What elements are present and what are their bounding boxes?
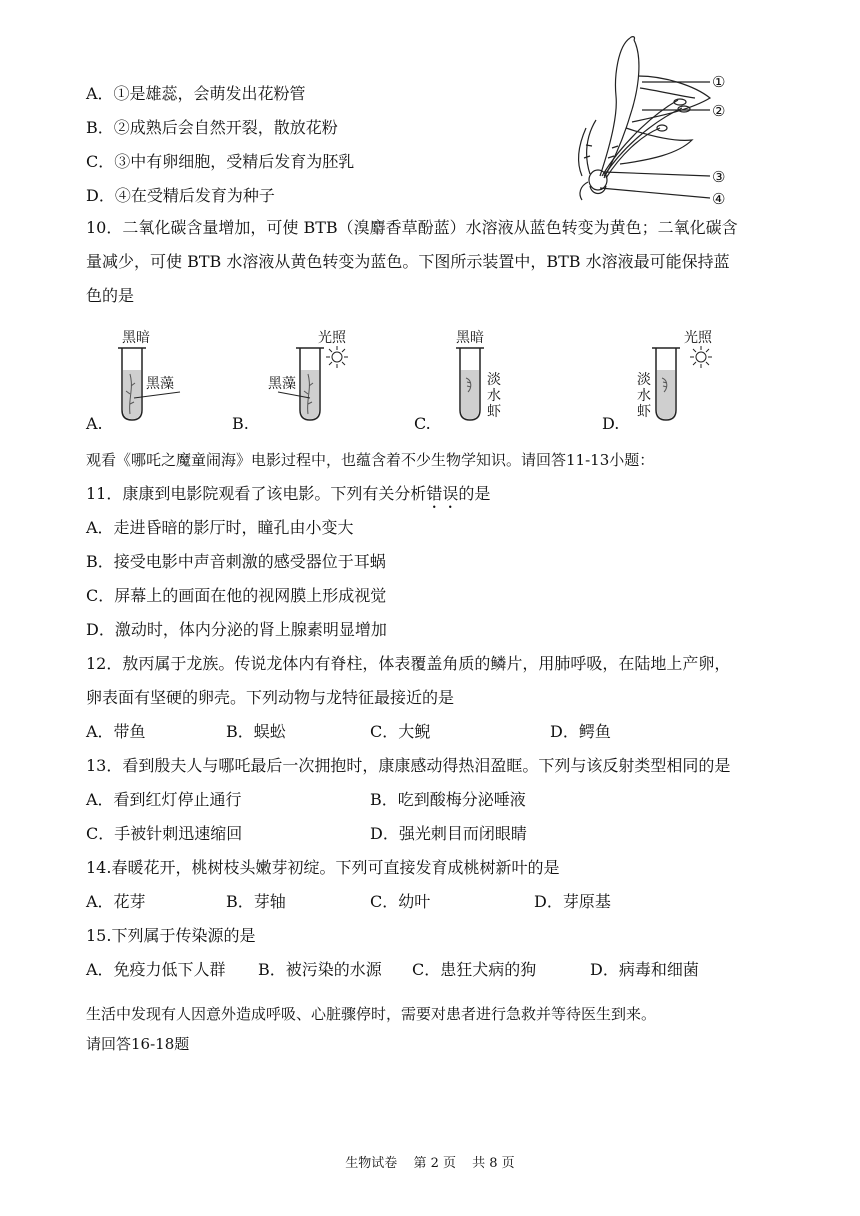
q11-stem-pre: 11．康康到电影院观看了该电影。下列有关分析 — [86, 484, 427, 503]
q14-option-a: A．花芽 — [86, 892, 146, 911]
q10-stem-line-3: 色的是 — [86, 286, 135, 305]
figure-label-2: ② — [712, 102, 726, 120]
choice-a-organism: 黑藻 — [146, 376, 174, 392]
q11-option-c: C．屏幕上的画面在他的视网膜上形成视觉 — [86, 586, 387, 605]
q11-option-d: D．激动时，体内分泌的肾上腺素明显增加 — [86, 620, 387, 639]
page-footer — [0, 1152, 860, 1171]
q15-option-b: B．被污染的水源 — [258, 960, 382, 979]
intro-11-13: 观看《哪吒之魔童闹海》电影过程中，也蕴含着不少生物学知识。请回答11-13小题： — [86, 451, 655, 469]
q13-option-d: D．强光刺目而闭眼睛 — [370, 824, 527, 843]
q9-option-a: A．①是雄蕊，会萌发出花粉管 — [86, 84, 306, 103]
intro-16-18-line-1: 生活中发现有人因意外造成呼吸、心脏骤停时，需要对患者进行急救并等待医生到来。 — [86, 1005, 657, 1023]
choice-a-condition: 黑暗 — [122, 330, 150, 346]
q9-option-c: C．③中有卵细胞，受精后发育为胚乳 — [86, 152, 355, 171]
figure-label-4: ④ — [712, 190, 726, 208]
q10-stem-line-2: 量减少，可使 BTB 水溶液从黄色转变为蓝色。下图所示装置中，BTB 水溶液最可能保持蓝 — [86, 252, 730, 271]
figure-label-1: ① — [712, 73, 726, 91]
q14-option-b: B．芽轴 — [226, 892, 286, 911]
q13-option-b: B．吃到酸梅分泌唾液 — [370, 790, 526, 809]
q13-option-c: C．手被针刺迅速缩回 — [86, 824, 243, 843]
q11-option-b: B．接受电影中声音刺激的感受器位于耳蜗 — [86, 552, 386, 571]
figure-label-3: ③ — [712, 168, 726, 186]
q11-option-a: A．走进昏暗的影厅时，瞳孔由小变大 — [86, 518, 354, 537]
choice-d-condition: 光照 — [684, 330, 712, 346]
choice-c-condition: 黑暗 — [456, 330, 484, 346]
q12-option-c: C．大鲵 — [370, 722, 431, 741]
q14-option-d: D．芽原基 — [534, 892, 611, 911]
choice-a-letter: A. — [86, 414, 103, 433]
q9-option-d: D．④在受精后发育为种子 — [86, 186, 275, 205]
q11-stem-post: 的是 — [458, 484, 491, 503]
q11-stem-emphasis: 错误 — [426, 484, 459, 503]
choice-d-test-tube — [652, 344, 692, 424]
q15-option-d: D．病毒和细菌 — [590, 960, 699, 979]
intro-16-18-line-2: 请回答16-18题 — [86, 1035, 190, 1053]
organism-char: 水 — [487, 388, 501, 404]
q13-option-a: A．看到红灯停止通行 — [86, 790, 242, 809]
choice-a-pointer — [134, 390, 184, 402]
q12-option-a: A．带鱼 — [86, 722, 146, 741]
sun-icon — [690, 346, 712, 368]
choice-c-organism — [486, 372, 502, 420]
choice-b-letter: B. — [232, 414, 249, 433]
choice-b-organism: 黑藻 — [268, 376, 296, 392]
q15-option-c: C．患狂犬病的狗 — [412, 960, 537, 979]
organism-char: 水 — [637, 388, 651, 404]
q10-stem-line-1: 10．二氧化碳含量增加，可使 BTB（溴麝香草酚蓝）水溶液从蓝色转变为黄色；二氧化碳含 — [86, 218, 738, 237]
q9-option-b: B．②成熟后会自然开裂，散放花粉 — [86, 118, 338, 137]
q14-option-c: C．幼叶 — [370, 892, 431, 911]
choice-b-condition: 光照 — [318, 330, 346, 346]
footer-subject: 生物试卷 — [345, 1156, 398, 1171]
q12-option-d: D．鳄鱼 — [550, 722, 611, 741]
q11-stem — [86, 484, 490, 512]
organism-char: 淡 — [637, 372, 651, 388]
footer-page: 第 2 页 — [413, 1156, 456, 1171]
choice-d-letter: D. — [602, 414, 620, 433]
q12-stem-line-2: 卵表面有坚硬的卵壳。下列动物与龙特征最接近的是 — [86, 688, 455, 707]
q13-stem: 13．看到殷夫人与哪吒最后一次拥抱时，康康感动得热泪盈眶。下列与该反射类型相同的是 — [86, 756, 731, 775]
q12-option-b: B．蜈蚣 — [226, 722, 286, 741]
choice-c-letter: C. — [414, 414, 431, 433]
choice-d-organism — [636, 372, 652, 420]
q15-option-a: A．免疫力低下人群 — [86, 960, 226, 979]
q15-stem: 15.下列属于传染源的是 — [86, 926, 256, 945]
choice-b-test-tube — [296, 344, 336, 424]
q14-stem: 14.春暖花开，桃树枝头嫩芽初绽。下列可直接发育成桃树新叶的是 — [86, 858, 560, 877]
organism-char: 虾 — [637, 404, 651, 420]
choice-b-pointer — [278, 390, 318, 402]
organism-char: 虾 — [487, 404, 501, 420]
q12-stem-line-1: 12．敖丙属于龙族。传说龙体内有脊柱，体表覆盖角质的鳞片，用肺呼吸，在陆地上产卵， — [86, 654, 731, 673]
organism-char: 淡 — [487, 372, 501, 388]
footer-total: 共 8 页 — [472, 1156, 515, 1171]
